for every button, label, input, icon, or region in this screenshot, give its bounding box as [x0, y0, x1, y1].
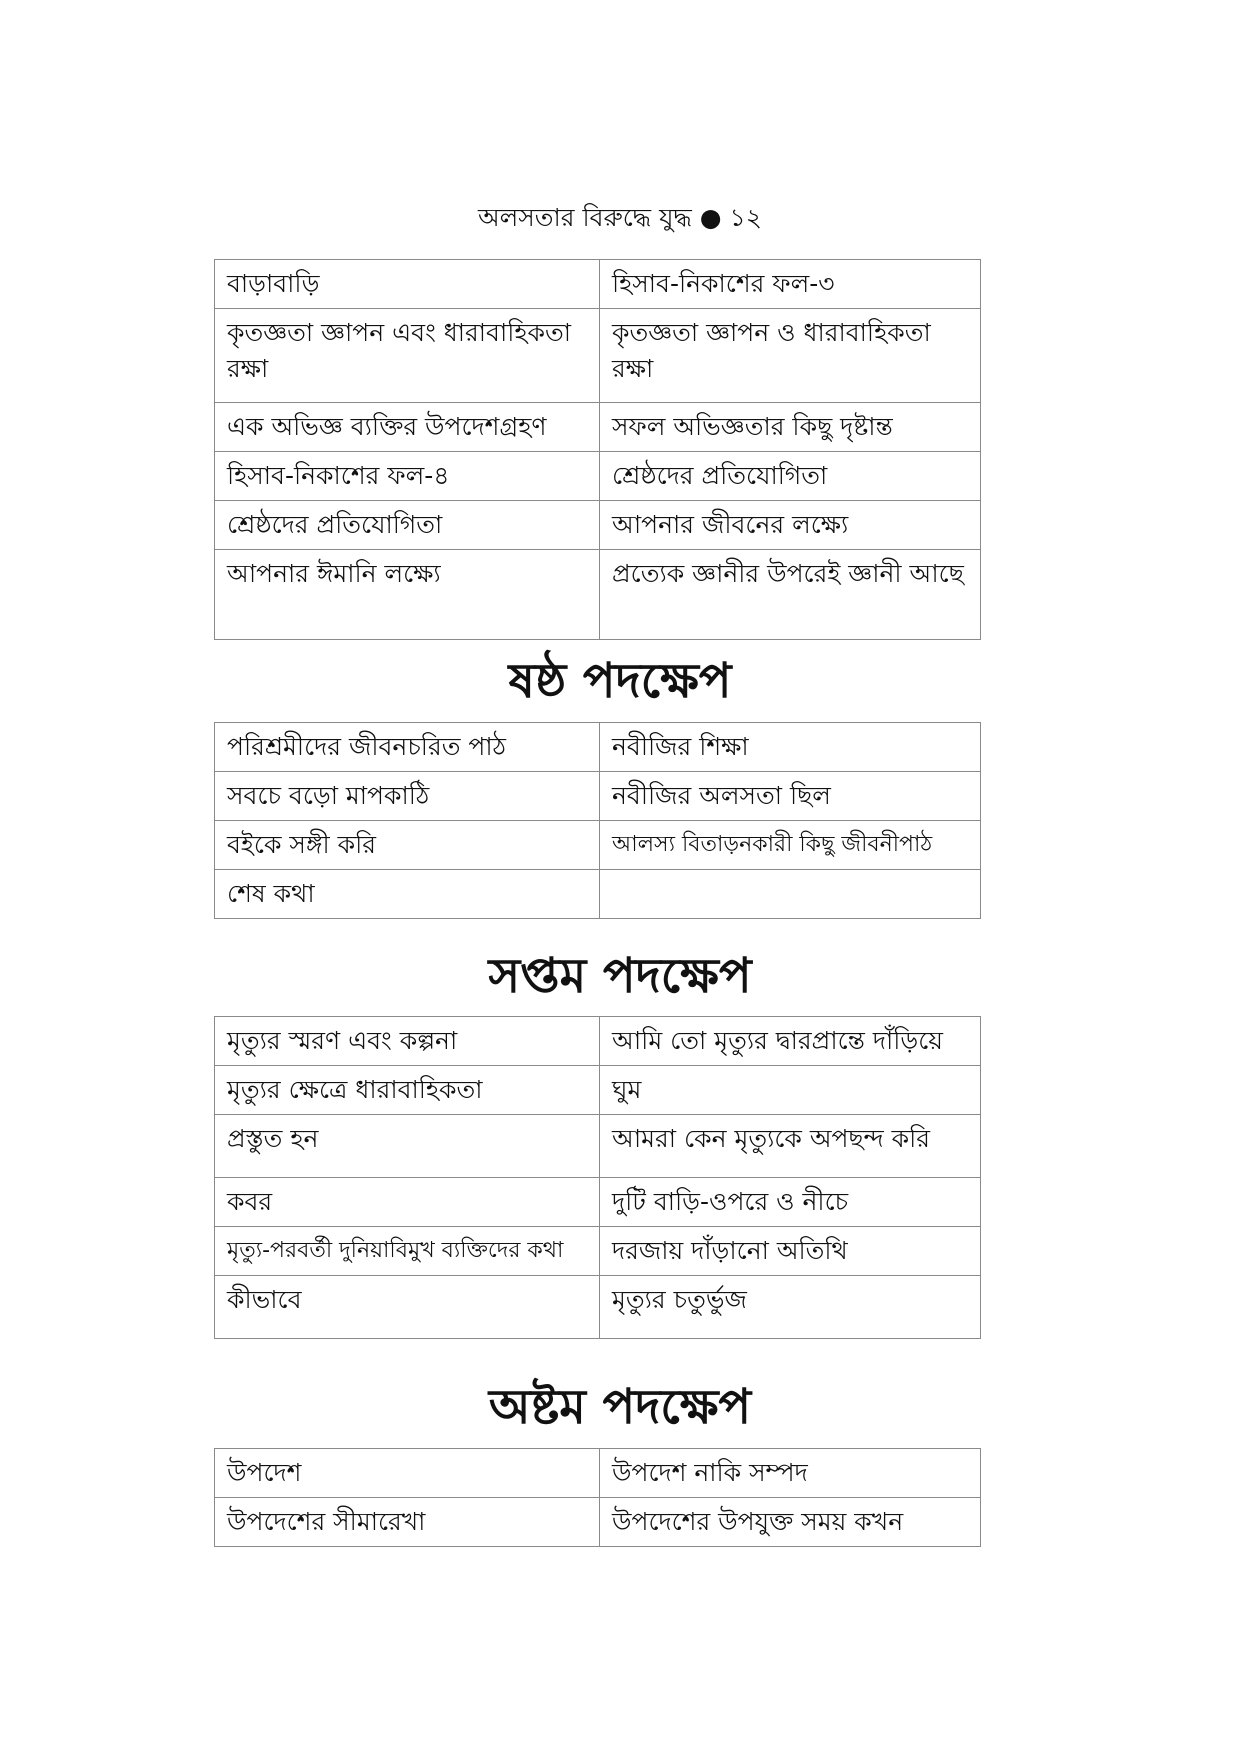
table-row	[215, 1449, 981, 1498]
table-cell: প্রস্তুত হন	[215, 1115, 600, 1178]
table-cell: শ্রেষ্ঠদের প্রতিযোগিতা	[600, 452, 981, 501]
table-row	[215, 1066, 981, 1115]
table-row	[215, 452, 981, 501]
table-cell: ঘুম	[600, 1066, 981, 1115]
table-cell: কবর	[215, 1178, 600, 1227]
table-cell: আপনার জীবনের লক্ষ্যে	[600, 501, 981, 550]
table-cell: দরজায় দাঁড়ানো অতিথি	[600, 1227, 981, 1276]
contents-table-3	[214, 1016, 981, 1339]
table-cell: মৃত্যুর ক্ষেত্রে ধারাবাহিকতা	[215, 1066, 600, 1115]
table-cell: মৃত্যুর চতুর্ভুজ	[600, 1276, 981, 1339]
table-cell: এক অভিজ্ঞ ব্যক্তির উপদেশগ্রহণ	[215, 403, 600, 452]
table-cell: উপদেশের সীমারেখা	[215, 1498, 600, 1547]
table-cell: শ্রেষ্ঠদের প্রতিযোগিতা	[215, 501, 600, 550]
table-row	[215, 1178, 981, 1227]
table-row	[215, 821, 981, 870]
table-cell: উপদেশ নাকি সম্পদ	[600, 1449, 981, 1498]
table-cell: শেষ কথা	[215, 870, 600, 919]
contents-table-4	[214, 1448, 981, 1547]
table-row	[215, 1227, 981, 1276]
table-cell: কৃতজ্ঞতা জ্ঞাপন ও ধারাবাহিকতা রক্ষা	[600, 309, 981, 403]
table-row	[215, 1276, 981, 1339]
table-row	[215, 260, 981, 309]
table-row	[215, 309, 981, 403]
table-cell: বইকে সঙ্গী করি	[215, 821, 600, 870]
table-row	[215, 550, 981, 640]
table-cell: উপদেশের উপযুক্ত সময় কখন	[600, 1498, 981, 1547]
table-cell: আমরা কেন মৃত্যুকে অপছন্দ করি	[600, 1115, 981, 1178]
table-row	[215, 1115, 981, 1178]
table-row	[215, 1017, 981, 1066]
table-cell: কীভাবে	[215, 1276, 600, 1339]
table-cell: সফল অভিজ্ঞতার কিছু দৃষ্টান্ত	[600, 403, 981, 452]
table-cell: পরিশ্রমীদের জীবনচরিত পাঠ	[215, 723, 600, 772]
table-row	[215, 501, 981, 550]
table-cell: মৃত্যু-পরবর্তী দুনিয়াবিমুখ ব্যক্তিদের কথা	[215, 1227, 600, 1276]
table-cell: আমি তো মৃত্যুর দ্বারপ্রান্তে দাঁড়িয়ে	[600, 1017, 981, 1066]
table-cell: দুটি বাড়ি-ওপরে ও নীচে	[600, 1178, 981, 1227]
table-row	[215, 403, 981, 452]
table-cell: প্রত্যেক জ্ঞানীর উপরেই জ্ঞানী আছে	[600, 550, 981, 640]
contents-table-2	[214, 722, 981, 919]
table-cell: বাড়াবাড়ি	[215, 260, 600, 309]
table-cell: কৃতজ্ঞতা জ্ঞাপন এবং ধারাবাহিকতা রক্ষা	[215, 309, 600, 403]
table-cell: নবীজির শিক্ষা	[600, 723, 981, 772]
table-cell: সবচে বড়ো মাপকাঠি	[215, 772, 600, 821]
table-row	[215, 1498, 981, 1547]
section-title-6: ষষ্ঠ পদক্ষেপ	[508, 653, 732, 709]
table-cell: হিসাব-নিকাশের ফল-৩	[600, 260, 981, 309]
table-cell: উপদেশ	[215, 1449, 600, 1498]
table-cell: মৃত্যুর স্মরণ এবং কল্পনা	[215, 1017, 600, 1066]
table-row	[215, 870, 981, 919]
section-title-8: অষ্টম পদক্ষেপ	[488, 1379, 752, 1435]
section-title-7: সপ্তম পদক্ষেপ	[488, 948, 752, 1004]
table-cell: আলস্য বিতাড়নকারী কিছু জীবনীপাঠ	[600, 821, 981, 870]
page-header: অলসতার বিরুদ্ধে যুদ্ধ ● ১২	[478, 203, 762, 232]
table-row	[215, 772, 981, 821]
table-cell: আপনার ঈমানি লক্ষ্যে	[215, 550, 600, 640]
table-cell: নবীজির অলসতা ছিল	[600, 772, 981, 821]
table-row	[215, 723, 981, 772]
contents-table-1	[214, 259, 981, 640]
table-cell: হিসাব-নিকাশের ফল-৪	[215, 452, 600, 501]
table-cell	[600, 870, 981, 919]
